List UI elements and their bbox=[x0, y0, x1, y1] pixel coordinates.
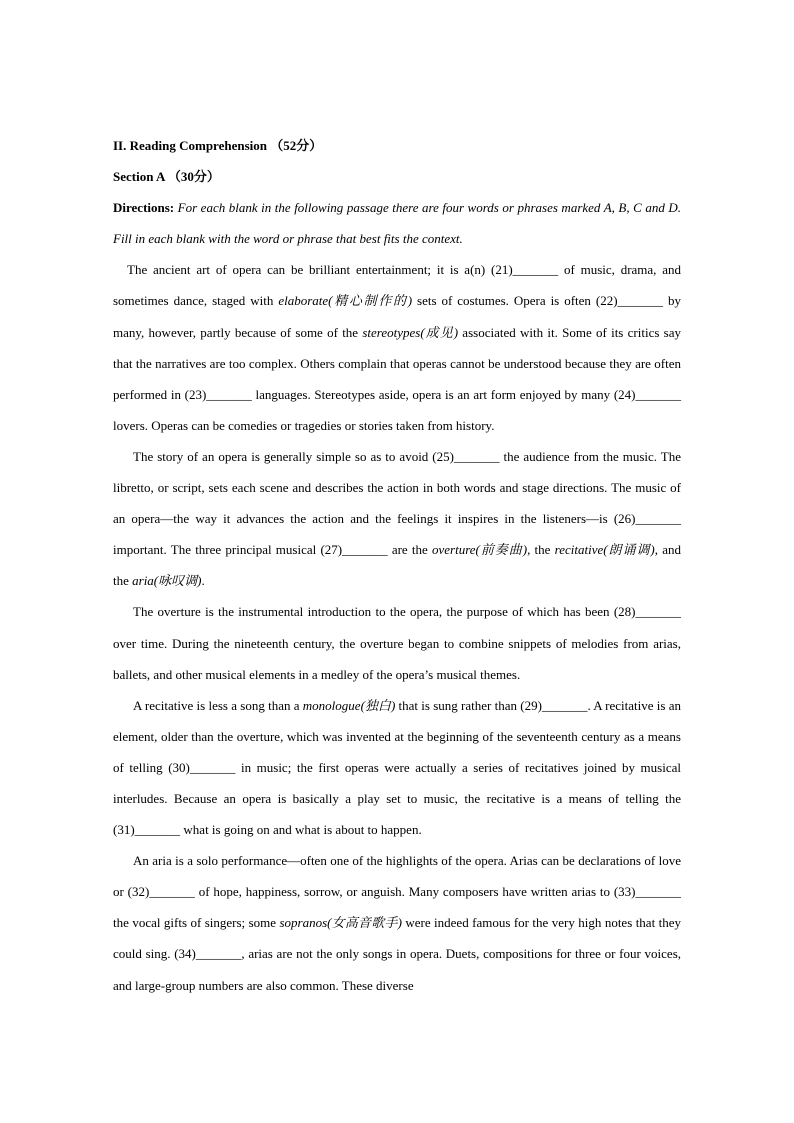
passage-paragraph-4 bbox=[113, 690, 681, 845]
paragraph-text: An aria is a solo performance—often one of the highlights of the opera. Arias can be declarations of love or (32)_______ of hope, happiness, sorrow, or anguish. Many composers have written arias to (33)_______ the vocal gifts of singers; some bbox=[113, 853, 681, 931]
paragraph-text: A recitative is less a song than a bbox=[133, 697, 303, 713]
section-title: II. Reading Comprehension （52分） bbox=[113, 138, 323, 153]
gloss-aria: aria(咏叹调) bbox=[132, 573, 202, 589]
paragraph-text: , and the bbox=[113, 542, 681, 589]
directions bbox=[113, 192, 681, 254]
section-a-title: Section A （30分） bbox=[113, 169, 220, 185]
gloss-recitative: recitative(朗诵调) bbox=[554, 542, 655, 558]
paragraph-text: , the bbox=[527, 542, 555, 558]
passage-paragraph-5 bbox=[113, 845, 681, 1000]
directions-text: For each blank in the following passage there are four words or phrases marked A, B, C and D. Fill in each blank with the word or phrase that best fits the context. bbox=[113, 200, 681, 247]
passage-paragraph-3 bbox=[113, 596, 681, 689]
paragraph-text: The story of an opera is generally simple so as to avoid (25)_______ the audience from the music. The libretto, or script, sets each scene and describes the action in both words and stage directions. The music of an opera—the way it advances the action and the feelings it inspires in the listeners—is (26)_______ important. The three principal musical (27)_______ are the bbox=[113, 448, 681, 558]
paragraph-text: The overture is the instrumental introduction to the opera, the purpose of which has been (28)_______ over time. During the nineteenth century, the overture began to combine snippets of melodies from arias, ballets, and other musical elements in a medley of the opera’s musical themes. bbox=[113, 604, 681, 682]
paragraph-text: associated with it. Some of its critics say that the narratives are too complex. Others complain that operas cannot be understood because they are often performed in (23)_______ languages. Stereotypes aside, opera is an art form enjoyed by many (24)_______ lovers. Operas can be comedies or tragedies or stories taken from history. bbox=[113, 324, 681, 433]
gloss-monologue: monologue(独白) bbox=[302, 697, 396, 713]
gloss-overture: overture(前奏曲) bbox=[432, 542, 528, 558]
paragraph-text: . bbox=[201, 573, 205, 589]
passage-paragraph-2 bbox=[113, 441, 681, 596]
gloss-elaborate: elaborate(精心制作的) bbox=[278, 293, 413, 309]
document-page bbox=[113, 130, 681, 1001]
gloss-sopranos: sopranos(女高音歌手) bbox=[279, 915, 402, 931]
directions-label: Directions: bbox=[113, 200, 175, 216]
passage-paragraph-1 bbox=[113, 254, 681, 441]
paragraph-text: The ancient art of opera can be brilliant entertainment; it is a(n) (21)_______ of music, drama, and sometimes dance, staged with bbox=[113, 262, 681, 309]
paragraph-text: were indeed famous for the very high notes that they could sing. (34)_______, arias are not the only songs in opera. Duets, compositions for three or four voices, and large-group numbers are also common. These diverse bbox=[113, 915, 682, 993]
paragraph-text: that is sung rather than (29)_______. A recitative is an element, older than the overture, which was invented at the beginning of the seventeenth century as a means of telling (30)_______ in music; the first operas were actually a series of recitatives joined by musical interludes. Because an opera is basically a play set to music, the recitative is a means of telling the (31)_______ what is going on and what is about to happen. bbox=[113, 697, 681, 838]
gloss-stereotypes: stereotypes(成见) bbox=[362, 324, 459, 340]
paragraph-text: sets of costumes. Opera is often (22)_______ by many, however, partly because of some of the bbox=[113, 293, 681, 340]
